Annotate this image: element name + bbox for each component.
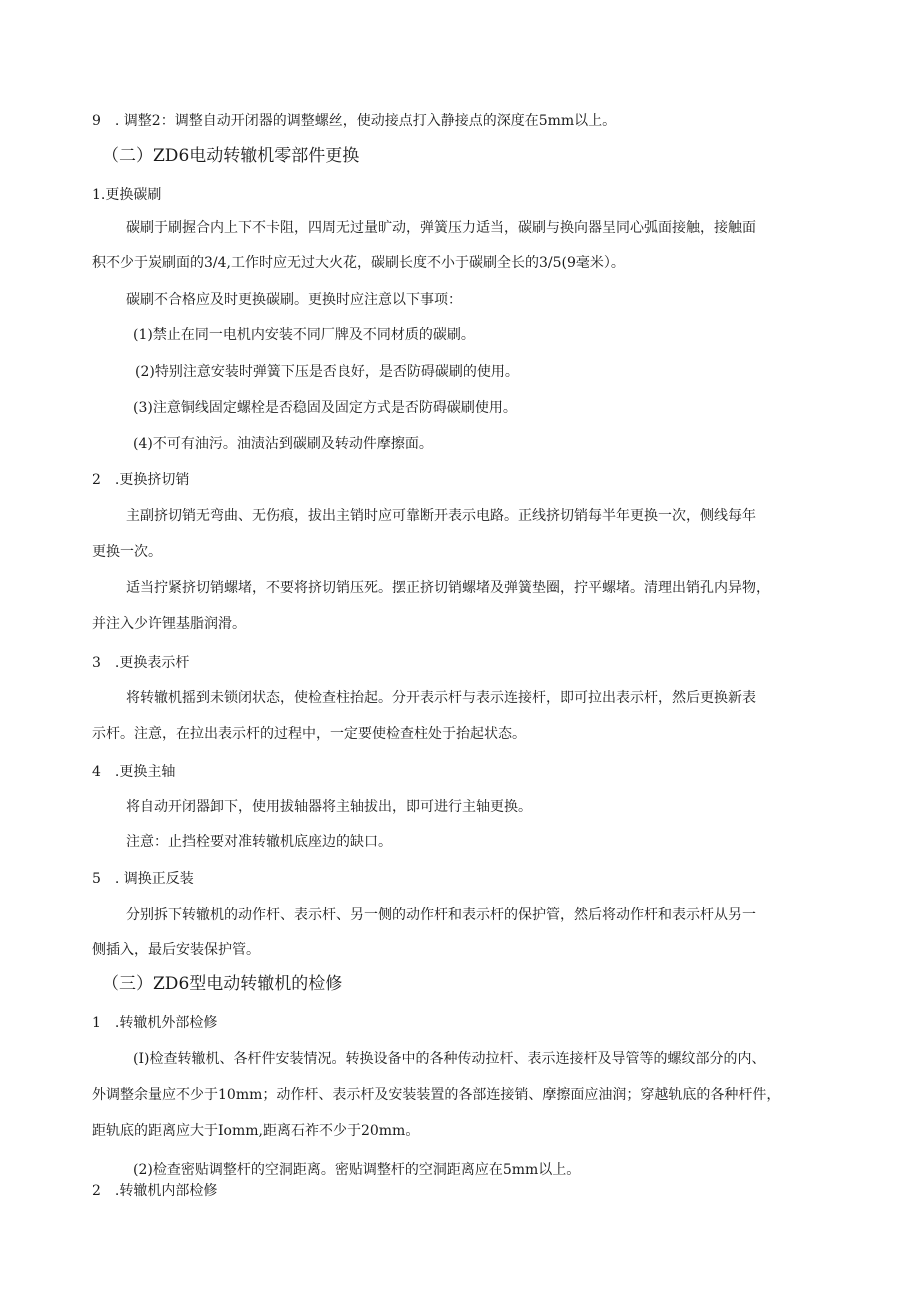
paragraph-line: 碳刷于刷握合内上下不卡阻，四周无过量旷动，弹簧压力适当，碳刷与换向器呈同心弧面接触，接触面 bbox=[126, 220, 756, 236]
paragraph-line: 将自动开闭器卸下，使用拔轴器将主轴拔出，即可进行主轴更换。 bbox=[126, 799, 532, 815]
list-item: (3)注意铜线固定螺栓是否稳固及固定方式是否防碍碳刷使用。 bbox=[133, 400, 517, 416]
paragraph-line: 主副挤切销无弯曲、无伤痕，拔出主销时应可靠断开表示电路。正线挤切销每半年更换一次，侧线每年 bbox=[126, 508, 756, 524]
paragraph-line: 将转辙机摇到未锁闭状态，使检查柱抬起。分开表示杆与表示连接杆，即可拉出表示杆，然后更换新表 bbox=[126, 690, 756, 706]
subheading-reverse: 5 . 调换正反装 bbox=[92, 871, 194, 887]
paragraph-line: 距轨底的距离应大于Iomm,距离石祚不少于20mm。 bbox=[92, 1123, 420, 1139]
paragraph-line: 注意：止挡栓要对准转辙机底座边的缺口。 bbox=[126, 834, 392, 850]
paragraph-line: (I)检查转辙机、各杆件安装情况。转换设备中的各种传动拉杆、表示连接杆及导管等的螺纹部分的内、 bbox=[133, 1051, 766, 1067]
list-item: (4)不可有油污。油渍沾到碳刷及转动件摩擦面。 bbox=[133, 436, 433, 452]
subheading-shear-pin: 2 .更换挤切销 bbox=[92, 472, 190, 488]
list-item: (2)特别注意安装时弹簧下压是否良好，是否防碍碳刷的使用。 bbox=[135, 364, 519, 380]
paragraph-line: 侧插入，最后安装保护管。 bbox=[92, 942, 260, 958]
paragraph-line: 更换一次。 bbox=[92, 544, 162, 560]
subheading-external: 1 .转辙机外部检修 bbox=[92, 1015, 218, 1031]
paragraph-line: 分别拆下转辙机的动作杆、表示杆、另一侧的动作杆和表示杆的保护管，然后将动作杆和表示杆从另一 bbox=[126, 907, 756, 923]
paragraph-line: 碳刷不合格应及时更换碳刷。更换时应注意以下事项： bbox=[126, 292, 462, 308]
section-heading-3: （三）ZD6型电动转辙机的检修 bbox=[102, 974, 343, 994]
section-heading-2: （二）ZD6电动转辙机零部件更换 bbox=[102, 146, 360, 166]
step-9-adjust: 9 . 调整2：调整自动开闭器的调整螺丝，使动接点打入静接点的深度在5mm以上。 bbox=[92, 113, 617, 129]
subheading-internal: 2 .转辙机内部检修 bbox=[92, 1183, 218, 1199]
paragraph-line: 适当拧紧挤切销螺堵，不要将挤切销压死。摆正挤切销螺堵及弹簧垫圈，拧平螺堵。清理出销孔内异物， bbox=[126, 580, 770, 596]
list-item: (1)禁止在同一电机内安装不同厂牌及不同材质的碳刷。 bbox=[133, 327, 475, 343]
paragraph-line: 并注入少许锂基脂润滑。 bbox=[92, 616, 246, 632]
paragraph-line: 积不少于炭刷面的3/4,工作时应无过大火花，碳刷长度不小于碳刷全长的3/5(9毫米）。 bbox=[92, 255, 625, 271]
paragraph-line: 外调整余量应不少于10mm；动作杆、表示杆及安装装置的各部连接销、摩擦面应油润；穿越轨底的各种杆件， bbox=[92, 1087, 781, 1103]
subheading-indicator-rod: 3 .更换表示杆 bbox=[92, 655, 190, 671]
subheading-main-shaft: 4 .更换主轴 bbox=[92, 764, 176, 780]
subheading-brush: 1.更换碳刷 bbox=[92, 187, 162, 203]
paragraph-line: 示杆。注意，在拉出表示杆的过程中，一定要使检查柱处于抬起状态。 bbox=[92, 726, 526, 742]
paragraph-line: (2)检查密贴调整杆的空洞距离。密贴调整杆的空洞距离应在5mm以上。 bbox=[133, 1162, 581, 1178]
